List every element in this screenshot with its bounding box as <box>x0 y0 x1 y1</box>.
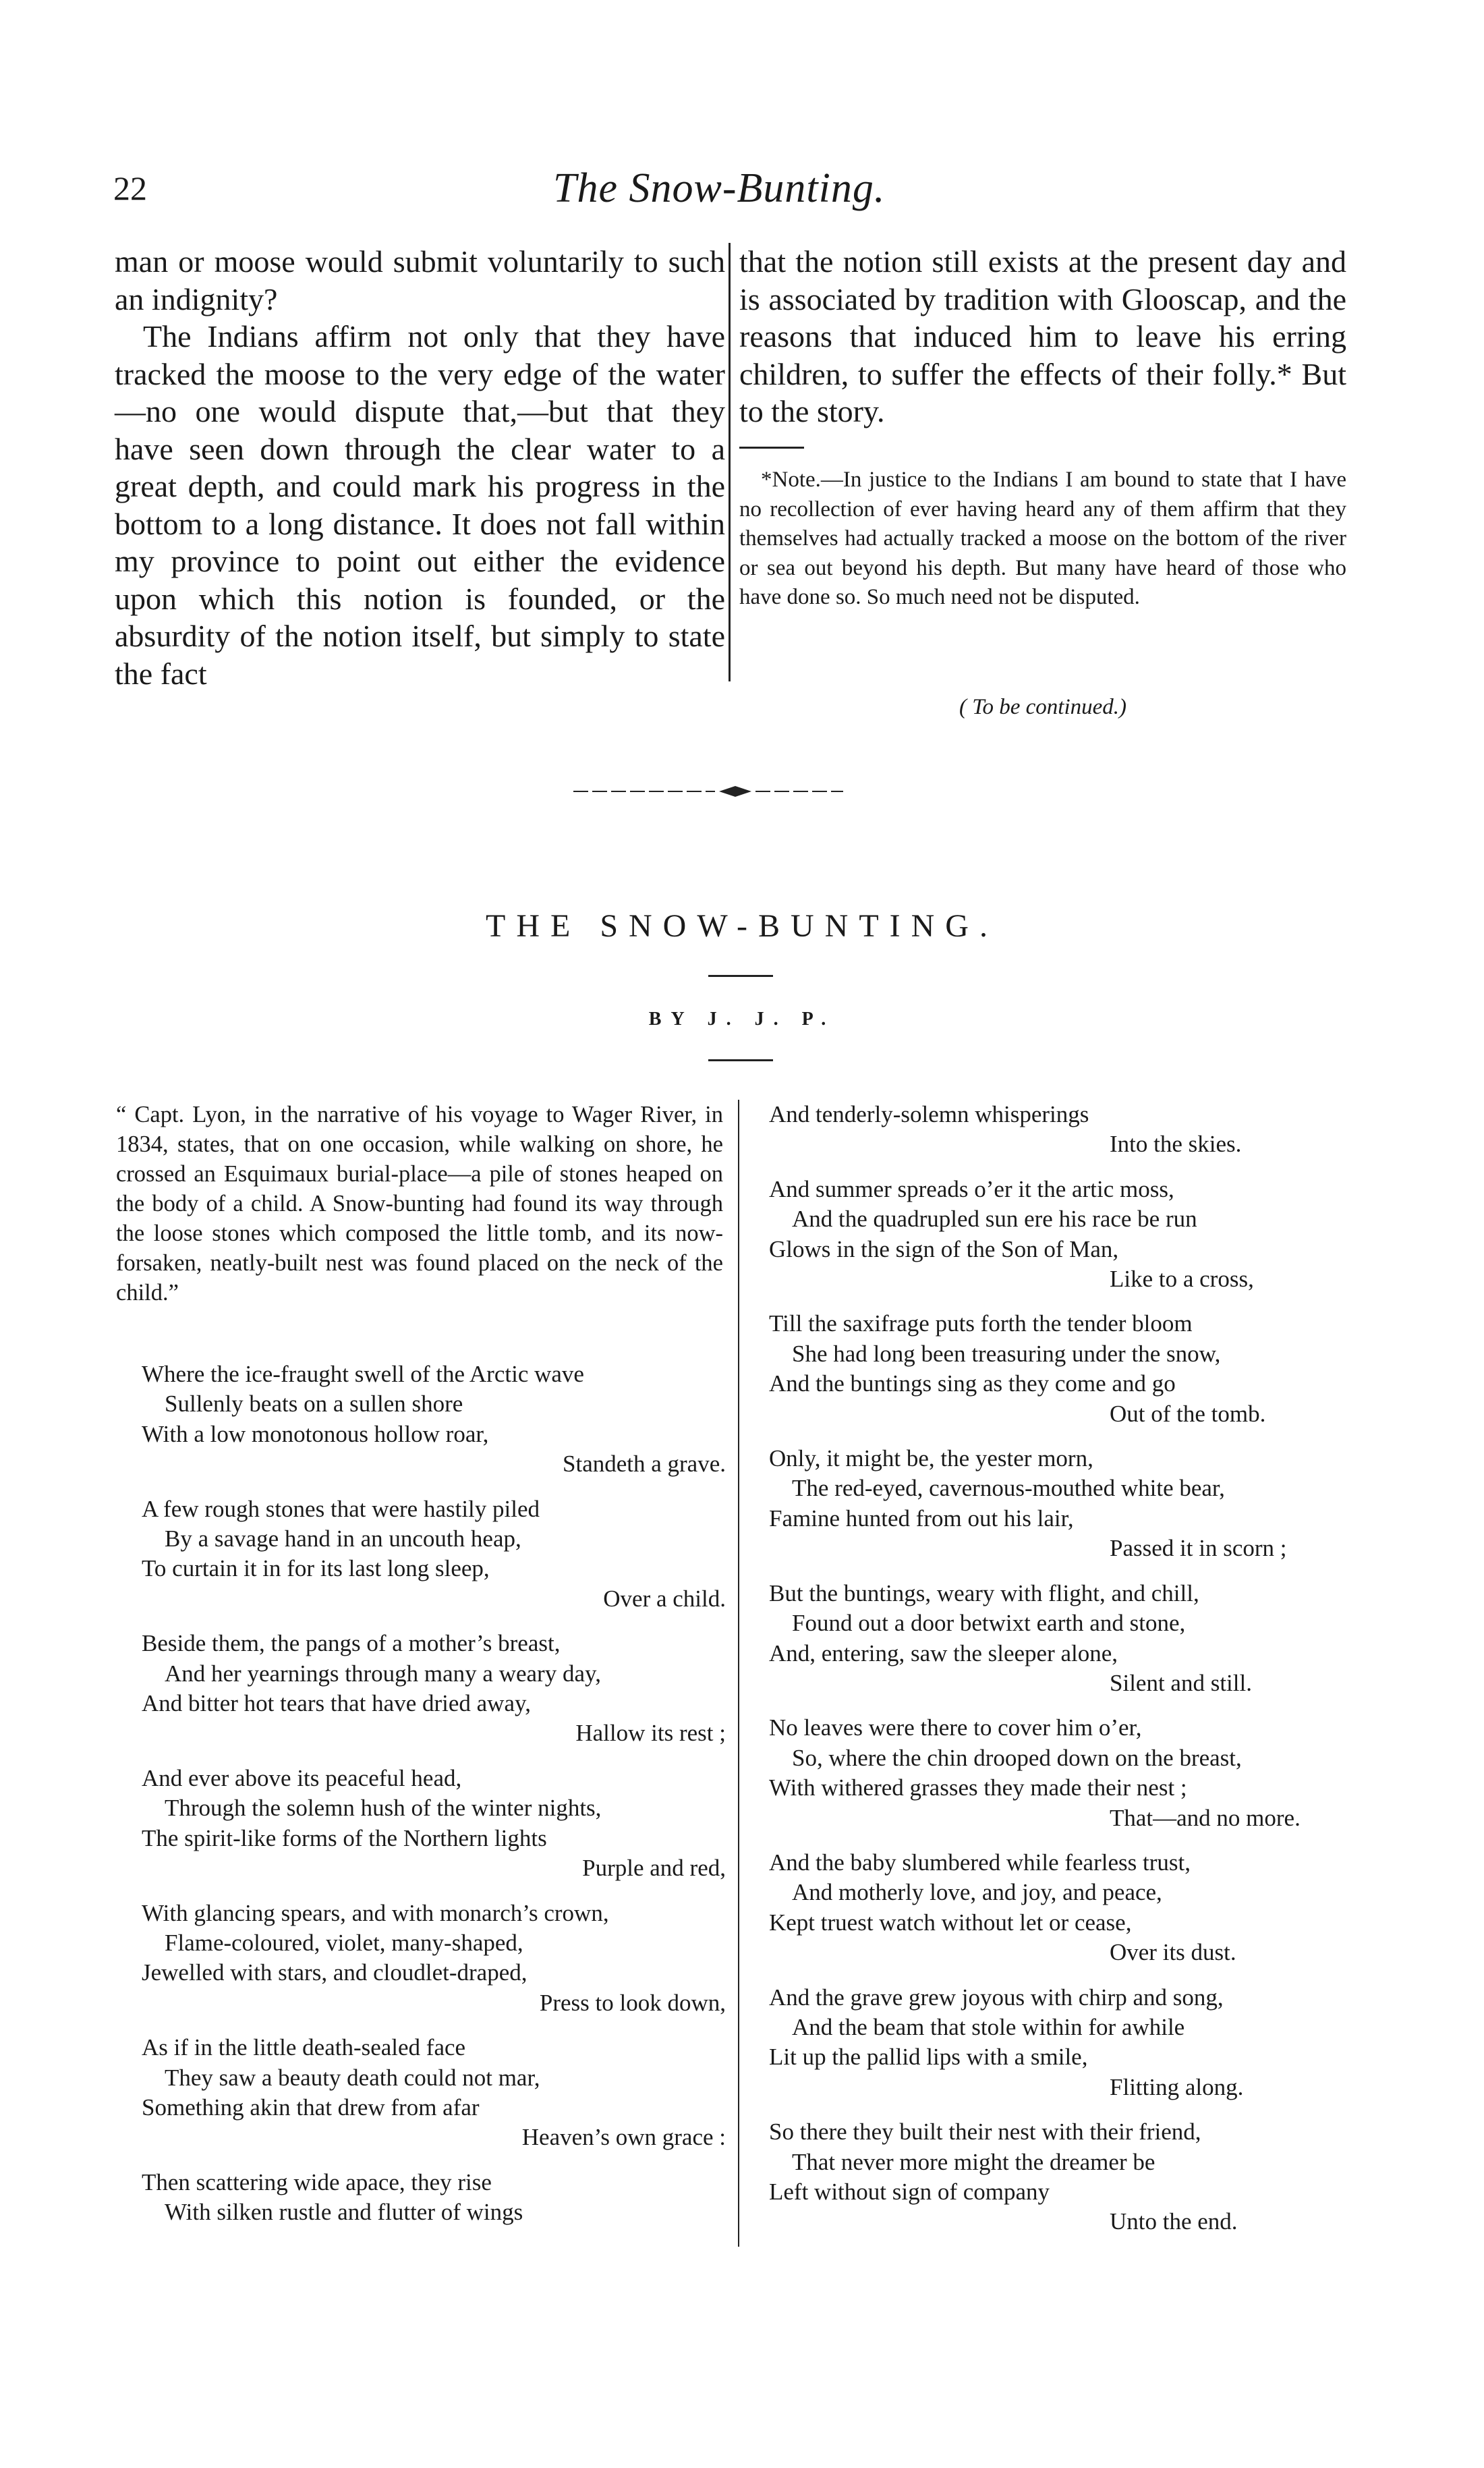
poem-column-left <box>142 1359 726 2243</box>
poem-line: No leaves were there to cover him o’er, <box>769 1714 1142 1741</box>
poem-byline: BY J. J. P. <box>648 1009 836 1030</box>
poem-line: And bitter hot tears that have dried away, <box>142 1690 531 1717</box>
poem-line: Over its dust. <box>1110 1939 1236 1966</box>
prose-column-right <box>739 243 1346 430</box>
poem-line: Into the skies. <box>1110 1131 1242 1158</box>
poem-stanza <box>142 1899 726 2019</box>
poem-line: That never more might the dreamer be <box>792 2148 1155 2175</box>
poem-line: Sullenly beats on a sullen shore <box>165 1391 463 1418</box>
column-divider <box>729 243 731 681</box>
poem-stanza <box>769 1175 1336 1295</box>
poem-line: And the beam that stole within for awhile <box>792 2013 1185 2040</box>
epigraph: “ Capt. Lyon, in the narrative of his voyage to Wager River, in 1834, states, that on one occasion, while walking on shore, he crossed an Esquimaux burial-place—a pile of stones heaped on the body of a child. A Snow-bunting had found its way through the loose stones which composed the little tomb, and its now-forsaken, neatly-built nest was found placed on the neck of the child.” <box>116 1102 723 1306</box>
poem-line: And the buntings sing as they come and go <box>769 1370 1176 1397</box>
poem-line: As if in the little death-sealed face <box>142 2034 466 2061</box>
poem-line: Silent and still. <box>1110 1669 1252 1696</box>
poem-line: Through the solemn hush of the winter nights, <box>165 1795 602 1822</box>
poem-line: That—and no more. <box>1110 1804 1301 1831</box>
poem-line: Till the saxifrage puts forth the tender bloom <box>769 1310 1193 1337</box>
poem-line: Passed it in scorn ; <box>1110 1535 1287 1562</box>
poem-stanza <box>142 1359 726 1480</box>
poem-line: Flitting along. <box>1110 2073 1244 2100</box>
poem-line: Heaven’s own grace : <box>521 2124 726 2151</box>
poem-line: And, entering, saw the sleeper alone, <box>769 1639 1118 1666</box>
poem-line: And the grave grew joyous with chirp and song, <box>769 1984 1224 2011</box>
prose-paragraph: that the notion still exists at the present day and is associated by tradition with Glooscap, and the reasons that induced him to leave his erring children, to suffer the effects of their folly.* But to the story. <box>739 244 1346 428</box>
poem-stanza <box>769 1444 1336 1564</box>
footnote-rule <box>739 447 804 449</box>
poem-line: Out of the tomb. <box>1110 1400 1266 1427</box>
poem-line: And the quadrupled sun ere his race be run <box>792 1206 1197 1233</box>
poem-line: Beside them, the pangs of a mother’s breast, <box>142 1630 561 1657</box>
prose-column-left <box>115 243 725 692</box>
poem-line: The red-eyed, cavernous-mouthed white bear, <box>792 1475 1225 1502</box>
footnote: *Note.—In justice to the Indians I am bound to state that I have no recollection of ever having heard any of them affirm that they themselves had actually tracked a moose on the bottom of the river or sea out beyond his depth. But many have heard of those who have done so. So much need not be disputed. <box>739 468 1346 609</box>
poem-stanza <box>142 2033 726 2153</box>
poem-line: Press to look down, <box>539 1989 726 2016</box>
poem-line: Purple and red, <box>582 1855 726 1882</box>
section-ornament <box>573 781 911 802</box>
poem-line: The spirit-like forms of the Northern lights <box>142 1824 547 1851</box>
poem-line: Something akin that drew from afar <box>142 2094 480 2121</box>
poem-column-right <box>769 1100 1336 2252</box>
poem-line: Kept truest watch without let or cease, <box>769 1909 1132 1936</box>
poem-line: To curtain it in for its last long sleep, <box>142 1555 490 1582</box>
poem-line: With a low monotonous hollow roar, <box>142 1420 489 1447</box>
prose-paragraph: The Indians affirm not only that they have tracked the moose to the very edge of the water—no one would dispute that,—but that they have seen down through the clear water to a great depth, and could mark his progress in the bottom to a long distance. It does not fall within my province to point out either the evidence upon which this notion is founded, or the absurdity of the notion itself, but simply to state the fact <box>115 319 725 691</box>
poem-line: By a savage hand in an uncouth heap, <box>165 1525 521 1552</box>
poem-line: And motherly love, and joy, and peace, <box>792 1879 1162 1906</box>
poem-line: Unto the end. <box>1110 2208 1238 2235</box>
poem-line: With silken rustle and flutter of wings <box>165 2199 523 2226</box>
poem-line: A few rough stones that were hastily piled <box>142 1495 540 1522</box>
poem-line: Like to a cross, <box>1110 1266 1254 1293</box>
poem-stanza <box>142 2168 726 2228</box>
poem-line: Famine hunted from out his lair, <box>769 1505 1074 1532</box>
poem-line: They saw a beauty death could not mar, <box>165 2064 540 2091</box>
running-head: The Snow-Bunting. <box>553 165 886 211</box>
poem-stanza <box>769 1848 1336 1968</box>
poem-line: So, where the chin drooped down on the breast, <box>792 1744 1242 1771</box>
poem-line: Left without sign of company <box>769 2179 1050 2205</box>
poem-line: With glancing spears, and with monarch’s crown, <box>142 1899 609 1926</box>
poem-line: Only, it might be, the yester morn, <box>769 1445 1093 1472</box>
poem-line: And tenderly-solemn whisperings <box>769 1101 1089 1127</box>
continued-notice: ( To be continued.) <box>959 695 1127 719</box>
poem-line: And ever above its peaceful head, <box>142 1764 462 1791</box>
poem-stanza <box>142 1629 726 1749</box>
poem-line: Standeth a grave. <box>563 1451 726 1478</box>
prose-paragraph: man or moose would submit voluntarily to such an indignity? <box>115 244 725 316</box>
poem-line: Then scattering wide apace, they rise <box>142 2168 492 2195</box>
poem-stanza <box>769 1983 1336 2103</box>
poem-line: Over a child. <box>603 1585 726 1612</box>
poem-line: Glows in the sign of the Son of Man, <box>769 1235 1119 1262</box>
column-divider <box>738 1100 739 2247</box>
poem-line: So there they built their nest with their friend, <box>769 2119 1201 2146</box>
poem-stanza <box>142 1494 726 1615</box>
poem-line: Where the ice-fraught swell of the Arctic wave <box>142 1361 584 1387</box>
poem-stanza <box>769 1713 1336 1833</box>
poem-line: Found out a door betwixt earth and stone, <box>792 1610 1186 1637</box>
page-number: 22 <box>113 169 147 207</box>
poem-line: And her yearnings through many a weary day, <box>165 1660 601 1687</box>
poem-line: But the buntings, weary with flight, and chill, <box>769 1579 1199 1606</box>
byline-rule <box>708 1059 773 1061</box>
title-rule <box>708 975 773 977</box>
poem-stanza <box>769 2117 1336 2237</box>
poem-line: She had long been treasuring under the snow, <box>792 1340 1221 1367</box>
poem-title: THE SNOW-BUNTING. <box>486 908 998 944</box>
poem-line: Jewelled with stars, and cloudlet-draped, <box>142 1959 527 1986</box>
poem-stanza <box>769 1309 1336 1429</box>
poem-stanza <box>142 1764 726 1884</box>
poem-line: And the baby slumbered while fearless trust, <box>769 1849 1191 1876</box>
poem-line: Lit up the pallid lips with a smile, <box>769 2044 1088 2071</box>
poem-line: And summer spreads o’er it the artic moss, <box>769 1175 1174 1202</box>
poem-line: With withered grasses they made their nest ; <box>769 1774 1187 1801</box>
poem-line: Flame-coloured, violet, many-shaped, <box>165 1929 523 1956</box>
poem-line: Hallow its rest ; <box>575 1720 726 1747</box>
poem-stanza <box>769 1100 1336 1160</box>
poem-stanza <box>769 1579 1336 1699</box>
